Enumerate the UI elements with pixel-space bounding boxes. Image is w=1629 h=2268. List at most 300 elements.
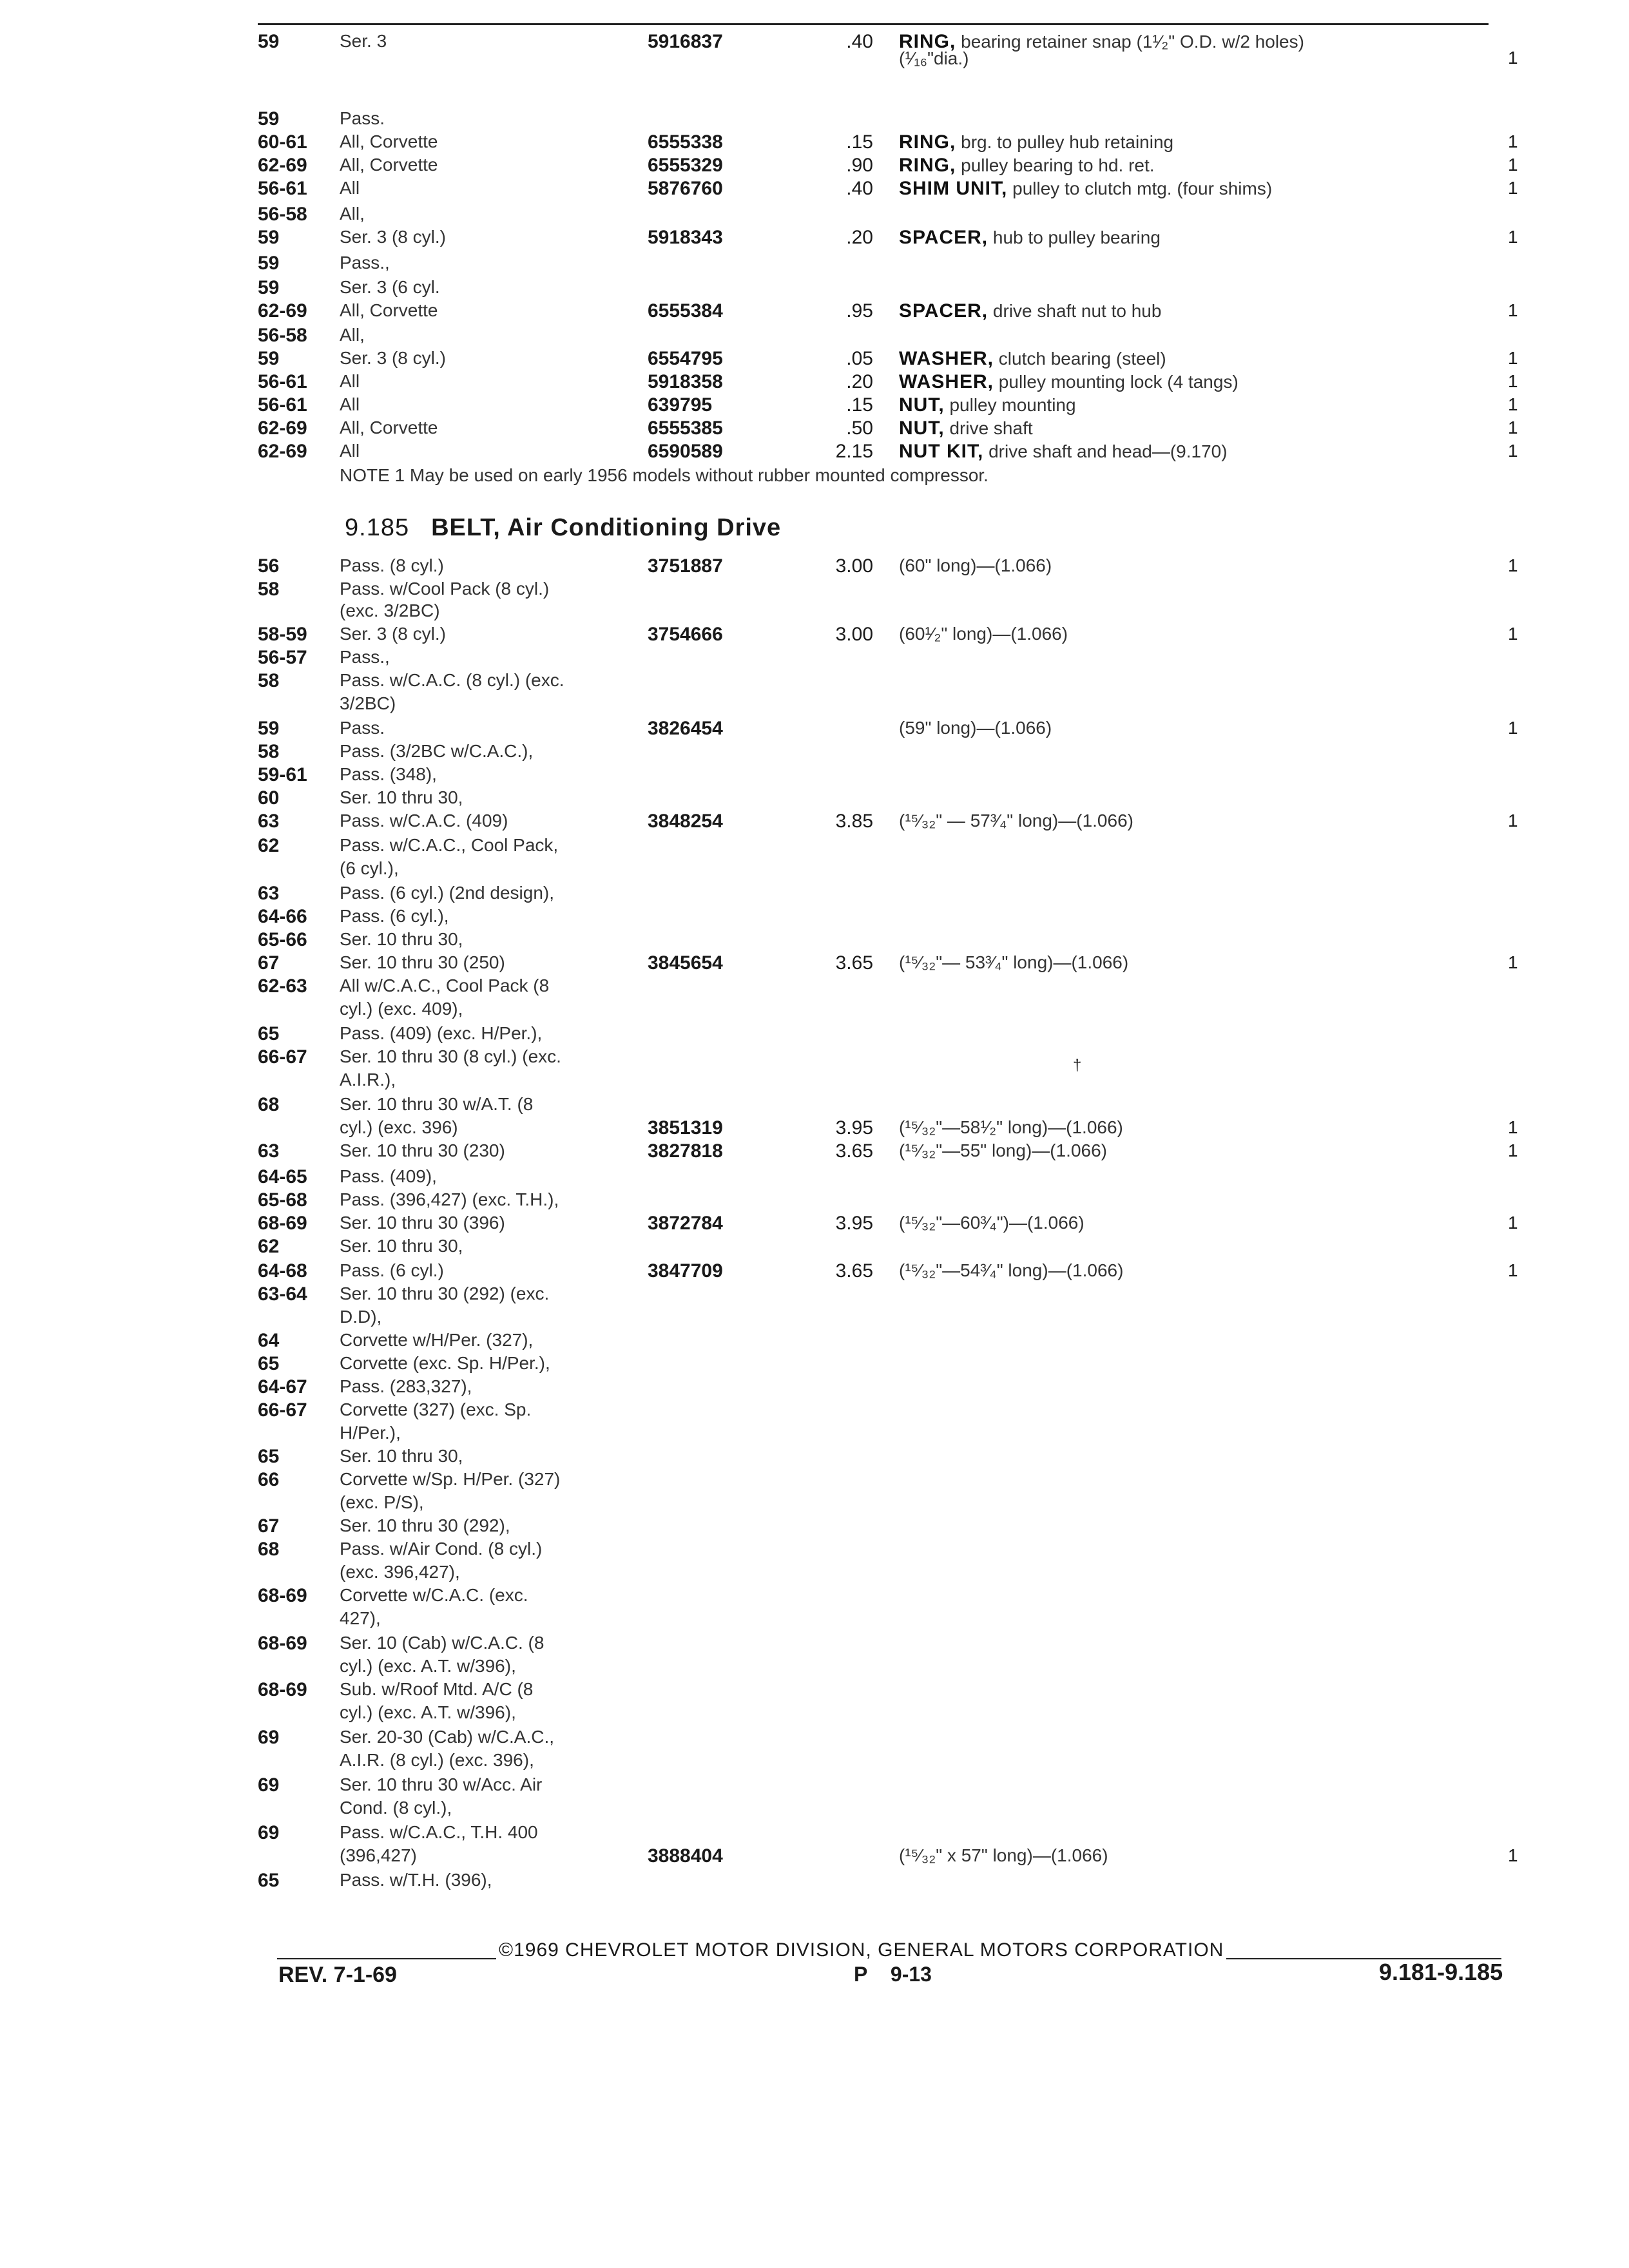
part-number: 5918343 [648,227,723,248]
model-year: 62-63 [258,975,307,997]
table-row [0,858,1629,884]
model-year: 64-67 [258,1376,307,1398]
price: .20 [846,227,873,248]
model-desc: 427), [340,1608,381,1628]
price: 2.15 [835,441,873,462]
part-name: NUT, [899,394,945,416]
part-detail: (¹⁵⁄₃₂"— 53³⁄₄" long)—(1.066) [899,952,1129,972]
stray-mark: † [1073,1057,1082,1074]
part-number: 6555384 [648,300,723,322]
model-desc: Pass. w/C.A.C., T.H. 400 [340,1822,538,1842]
table-row [0,1330,1629,1356]
model-year: 68-69 [258,1585,307,1606]
model-year: 56-61 [258,394,307,416]
price: 3.65 [835,952,873,974]
model-desc: All [340,178,360,198]
model-year: 65 [258,1023,280,1044]
model-year: 64-65 [258,1166,307,1187]
model-desc: Ser. 10 thru 30 w/Acc. Air [340,1774,543,1794]
part-number: 5876760 [648,178,723,199]
table-row [0,787,1629,813]
top-rule [258,23,1489,25]
model-year: 58 [258,741,280,762]
price: .95 [846,300,873,322]
model-desc: Pass. [340,718,385,738]
part-detail: clutch bearing (steel) [994,349,1166,369]
price: .15 [846,131,873,153]
part-number: 6555338 [648,131,723,153]
part-number: 639795 [648,394,713,416]
model-year: 65-68 [258,1189,307,1211]
part-detail: (¹⁵⁄₃₂" — 57³⁄₄" long)—(1.066) [899,811,1133,831]
table-row [0,1399,1629,1425]
part-detail: (60¹⁄₂" long)—(1.066) [899,624,1068,644]
model-desc: All [340,371,360,391]
part-description [899,1260,1123,1281]
price: .40 [846,178,873,199]
model-year: 60-61 [258,131,307,153]
part-detail: bearing retainer snap (1¹⁄₂" O.D. w/2 holes) [956,32,1304,52]
table-row [0,325,1629,351]
model-year: 59 [258,227,280,248]
footer-section-range: 9.181-9.185 [1379,1959,1503,1985]
table-row [0,1070,1629,1095]
table-row [0,1260,1629,1286]
table-row [0,764,1629,790]
part-number: 6555329 [648,155,723,176]
quantity: 1 [1508,1845,1518,1865]
model-desc: Pass. (283,327), [340,1376,472,1396]
model-desc: Pass. (396,427) (exc. T.H.), [340,1189,559,1209]
part-description [899,1117,1123,1138]
table-row [0,348,1629,374]
price: .20 [846,371,873,392]
model-year: 66-67 [258,1046,307,1068]
table-row [0,300,1629,326]
model-desc: Ser. 10 thru 30 (292) (exc. [340,1283,550,1303]
model-year: 63-64 [258,1283,307,1305]
model-year: 64-66 [258,906,307,927]
table-row [0,811,1629,836]
part-number: 3848254 [648,811,723,832]
table-row [0,1515,1629,1541]
model-desc: Ser. 10 thru 30 (8 cyl.) (exc. [340,1046,561,1066]
model-year: 59 [258,108,280,130]
quantity: 1 [1508,131,1518,151]
quantity: 1 [1508,418,1518,437]
table-row [0,155,1629,180]
footer-copyright: ©1969 CHEVROLET MOTOR DIVISION, GENERAL MOTORS CORPORATION [496,1939,1226,1961]
part-number: 6554795 [648,348,723,369]
table-row [0,1750,1629,1776]
model-year: 56-61 [258,178,307,199]
model-desc: Pass. (348), [340,764,437,784]
table-row [0,670,1629,696]
model-desc: Pass. [340,108,385,128]
part-description [899,371,1239,393]
model-year: 60 [258,787,280,809]
model-desc: (exc. 3/2BC) [340,601,440,620]
model-desc: All, Corvette [340,131,438,151]
note-text: NOTE 1 May be used on early 1956 models without rubber mounted compressor. [340,465,988,485]
part-description [899,1845,1108,1866]
model-desc: cyl.) (exc. A.T. w/396), [340,1656,516,1676]
part-number: 5918358 [648,371,723,392]
price: 3.95 [835,1117,873,1139]
model-desc: Pass. (6 cyl.) [340,1260,444,1280]
part-description [899,131,1173,153]
price: 3.95 [835,1213,873,1234]
quantity: 1 [1508,178,1518,198]
quantity: 1 [1508,227,1518,247]
quantity: 1 [1508,155,1518,175]
model-desc: Pass. (6 cyl.), [340,906,449,926]
part-number: 5916837 [648,31,723,52]
model-desc: cyl.) (exc. 409), [340,999,463,1019]
quantity: 1 [1508,348,1518,368]
model-desc: All [340,441,360,461]
model-desc: Corvette w/Sp. H/Per. (327) [340,1469,561,1489]
model-year: 56-61 [258,371,307,392]
model-year: 62-69 [258,155,307,176]
price: .40 [846,31,873,52]
model-desc: Pass. (3/2BC w/C.A.C.), [340,741,534,761]
table-row [0,1702,1629,1728]
table-row [0,1307,1629,1332]
part-description [899,418,1033,439]
model-year: 66-67 [258,1399,307,1421]
part-detail: pulley mounting [944,395,1076,415]
table-row [0,178,1629,204]
table-row [0,1774,1629,1800]
part-description [899,441,1228,463]
table-row [0,1727,1629,1753]
model-desc: Corvette w/H/Per. (327), [340,1330,534,1350]
quantity: 1 [1508,718,1518,738]
part-detail: pulley bearing to hd. ret. [956,155,1155,175]
model-desc: Sub. w/Roof Mtd. A/C (8 [340,1679,534,1699]
model-desc: (exc. 396,427), [340,1562,460,1582]
model-desc: Pass. w/C.A.C. (8 cyl.) (exc. [340,670,564,690]
model-year: 65-66 [258,929,307,950]
model-desc: Ser. 3 [340,31,387,51]
part-detail: drive shaft and head—(9.170) [983,441,1228,461]
part-description [899,718,1052,738]
table-row [0,418,1629,443]
table-row [0,48,1629,73]
part-detail: (60" long)—(1.066) [899,555,1052,575]
model-desc: A.I.R.), [340,1070,396,1090]
model-desc: Corvette (exc. Sp. H/Per.), [340,1353,550,1373]
model-year: 69 [258,1822,280,1843]
model-year: 62-69 [258,441,307,462]
model-desc: Ser. 3 (8 cyl.) [340,624,446,644]
model-desc: Corvette (327) (exc. Sp. [340,1399,532,1419]
price: .15 [846,394,873,416]
part-detail: (¹⁵⁄₃₂"—55" long)—(1.066) [899,1140,1107,1160]
quantity: 1 [1508,624,1518,644]
model-year: 68 [258,1094,280,1115]
part-name: WASHER, [899,348,994,369]
table-row [0,1117,1629,1143]
part-description [899,1140,1107,1161]
model-year: 66 [258,1469,280,1490]
part-number: 6555385 [648,418,723,439]
table-row [0,394,1629,420]
model-year: 65 [258,1446,280,1467]
model-year: 65 [258,1870,280,1891]
quantity: 1 [1508,300,1518,320]
quantity: 1 [1508,48,1518,68]
part-number: 3751887 [648,555,723,577]
model-desc: All, Corvette [340,418,438,437]
model-desc: Pass. w/C.A.C., Cool Pack, [340,835,559,855]
model-desc: Pass. (8 cyl.) [340,555,444,575]
table-row [0,906,1629,932]
model-desc: A.I.R. (8 cyl.) (exc. 396), [340,1750,534,1770]
model-desc: Pass., [340,647,390,667]
model-year: 65 [258,1353,280,1374]
model-year: 67 [258,1515,280,1537]
table-row [0,693,1629,719]
part-name: RING, [899,155,956,176]
part-detail: (¹⁄₁₆"dia.) [899,48,969,68]
part-detail: pulley to clutch mtg. (four shims) [1007,178,1273,198]
part-description [899,555,1052,576]
quantity: 1 [1508,441,1518,461]
part-detail: (¹⁵⁄₃₂"—58¹⁄₂" long)—(1.066) [899,1117,1123,1137]
table-row [0,1166,1629,1192]
quantity: 1 [1508,394,1518,414]
model-year: 59 [258,253,280,274]
model-desc: Ser. 10 thru 30 (396) [340,1213,505,1233]
model-desc: 3/2BC) [340,693,396,713]
table-row [0,1189,1629,1215]
part-description [899,48,969,70]
model-desc: Ser. 3 (6 cyl. [340,277,440,297]
part-name: SHIM UNIT, [899,178,1008,199]
part-detail: (¹⁵⁄₃₂" x 57" long)—(1.066) [899,1845,1108,1865]
model-year: 59 [258,718,280,739]
part-detail: brg. to pulley hub retaining [956,132,1174,152]
table-row [0,1140,1629,1166]
part-detail: drive shaft [944,418,1033,438]
table-row [0,1283,1629,1309]
model-desc: Ser. 3 (8 cyl.) [340,227,446,247]
price: 3.65 [835,1260,873,1282]
section-heading [345,514,781,542]
part-description [899,300,1161,322]
table-row [0,835,1629,861]
part-description [899,348,1166,370]
model-year: 64 [258,1330,280,1351]
quantity: 1 [1508,1213,1518,1233]
model-year: 68-69 [258,1679,307,1700]
model-desc: H/Per.), [340,1423,401,1443]
part-detail: hub to pulley bearing [988,227,1161,247]
table-row [0,1822,1629,1848]
table-row [0,1236,1629,1262]
price: .90 [846,155,873,176]
table-row [0,1094,1629,1120]
table-row [0,624,1629,649]
model-desc: Pass. (6 cyl.) (2nd design), [340,883,555,903]
model-desc: All w/C.A.C., Cool Pack (8 [340,975,550,995]
footer-revision: REV. 7-1-69 [278,1963,397,1987]
table-row [0,131,1629,157]
table-row [0,1656,1629,1682]
model-year: 67 [258,952,280,974]
table-row [0,253,1629,278]
model-desc: Ser. 10 thru 30 (292), [340,1515,510,1535]
part-detail: (¹⁵⁄₃₂"—54³⁄₄" long)—(1.066) [899,1260,1124,1280]
part-name: RING, [899,31,956,52]
model-desc: cyl.) (exc. 396) [340,1117,458,1137]
table-row [0,1423,1629,1448]
model-year: 56-58 [258,204,307,225]
table-row [0,601,1629,626]
table-row [0,1446,1629,1472]
table-row [0,952,1629,978]
quantity: 1 [1508,952,1518,972]
part-description [899,394,1076,416]
part-detail: pulley mounting lock (4 tangs) [994,372,1239,392]
part-name: SPACER, [899,300,988,322]
model-year: 63 [258,883,280,904]
model-desc: Pass. (409), [340,1166,437,1186]
part-description [899,624,1068,644]
part-detail: drive shaft nut to hub [988,301,1162,321]
part-detail: (¹⁵⁄₃₂"—60³⁄₄")—(1.066) [899,1213,1084,1233]
footer-page-number: 9-13 [890,1963,932,1986]
model-desc: (exc. P/S), [340,1492,424,1512]
model-year: 56-58 [258,325,307,346]
part-name: NUT KIT, [899,441,984,462]
model-year: 59-61 [258,764,307,785]
model-desc: Ser. 10 thru 30 w/A.T. (8 [340,1094,534,1114]
part-number: 3851319 [648,1117,723,1139]
model-desc: Ser. 20-30 (Cab) w/C.A.C., [340,1727,555,1747]
model-desc: Ser. 10 thru 30, [340,787,463,807]
model-desc: Ser. 10 thru 30, [340,1236,463,1256]
table-row [0,441,1629,466]
model-desc: Pass. w/Cool Pack (8 cyl.) [340,579,550,599]
table-row [0,741,1629,767]
part-number: 3888404 [648,1845,723,1867]
table-row [0,277,1629,303]
part-number: 3826454 [648,718,723,739]
table-row [0,1585,1629,1611]
model-year: 62 [258,1236,280,1257]
footer-page-letter: P [854,1963,868,1986]
model-desc: D.D), [340,1307,382,1327]
model-desc: Ser. 10 thru 30 (230) [340,1140,505,1160]
model-desc: Ser. 3 (8 cyl.) [340,348,446,368]
model-year: 62-69 [258,418,307,439]
model-year: 59 [258,348,280,369]
part-description [899,811,1133,831]
part-name: WASHER, [899,371,994,392]
model-desc: (396,427) [340,1845,417,1865]
part-number: 3827818 [648,1140,723,1162]
table-row [0,883,1629,908]
part-number: 3845654 [648,952,723,974]
model-year: 58 [258,579,280,600]
table-row [0,1845,1629,1871]
table-row [0,1376,1629,1402]
model-year: 56-57 [258,647,307,668]
part-number: 3872784 [648,1213,723,1234]
model-year: 68-69 [258,1213,307,1234]
quantity: 1 [1508,811,1518,831]
model-year: 59 [258,31,280,52]
section-title: BELT, Air Conditioning Drive [431,514,782,541]
model-desc: All, Corvette [340,300,438,320]
part-number: 3847709 [648,1260,723,1282]
part-description [899,227,1161,249]
table-row [0,1679,1629,1705]
table-row [0,1213,1629,1238]
model-year: 68 [258,1539,280,1560]
model-year: 69 [258,1727,280,1748]
price: .50 [846,418,873,439]
model-year: 62 [258,835,280,856]
part-name: NUT, [899,418,945,439]
part-detail: (59" long)—(1.066) [899,718,1052,738]
model-desc: Pass. w/C.A.C. (409) [340,811,508,831]
model-desc: All, [340,204,365,224]
part-number: 3754666 [648,624,723,645]
table-row [0,999,1629,1024]
model-desc: Ser. 10 thru 30, [340,929,463,949]
price: .05 [846,348,873,369]
model-year: 62-69 [258,300,307,322]
table-row [0,1562,1629,1588]
table-row [0,227,1629,253]
part-name: RING, [899,131,956,153]
footer-page [854,1963,932,1986]
table-row [0,975,1629,1001]
model-desc: All, [340,325,365,345]
part-name: SPACER, [899,227,988,248]
price: 3.65 [835,1140,873,1162]
price: 3.85 [835,811,873,832]
table-row [0,371,1629,397]
table-row [0,647,1629,673]
table-row [0,108,1629,134]
model-desc: Ser. 10 (Cab) w/C.A.C. (8 [340,1633,545,1653]
model-desc: (6 cyl.), [340,858,399,878]
model-desc: Ser. 10 thru 30, [340,1446,463,1466]
model-year: 69 [258,1774,280,1796]
model-year: 58-59 [258,624,307,645]
quantity: 1 [1508,1260,1518,1280]
table-row [0,1492,1629,1518]
model-year: 68-69 [258,1633,307,1654]
table-row [0,718,1629,744]
quantity: 1 [1508,1117,1518,1137]
table-row [0,1539,1629,1564]
part-description [899,1213,1084,1233]
part-description [899,155,1155,177]
part-number: 6590589 [648,441,723,462]
model-year: 59 [258,277,280,298]
model-year: 58 [258,670,280,691]
table-row [0,1870,1629,1896]
quantity: 1 [1508,555,1518,575]
model-desc: All, Corvette [340,155,438,175]
price: 3.00 [835,624,873,645]
